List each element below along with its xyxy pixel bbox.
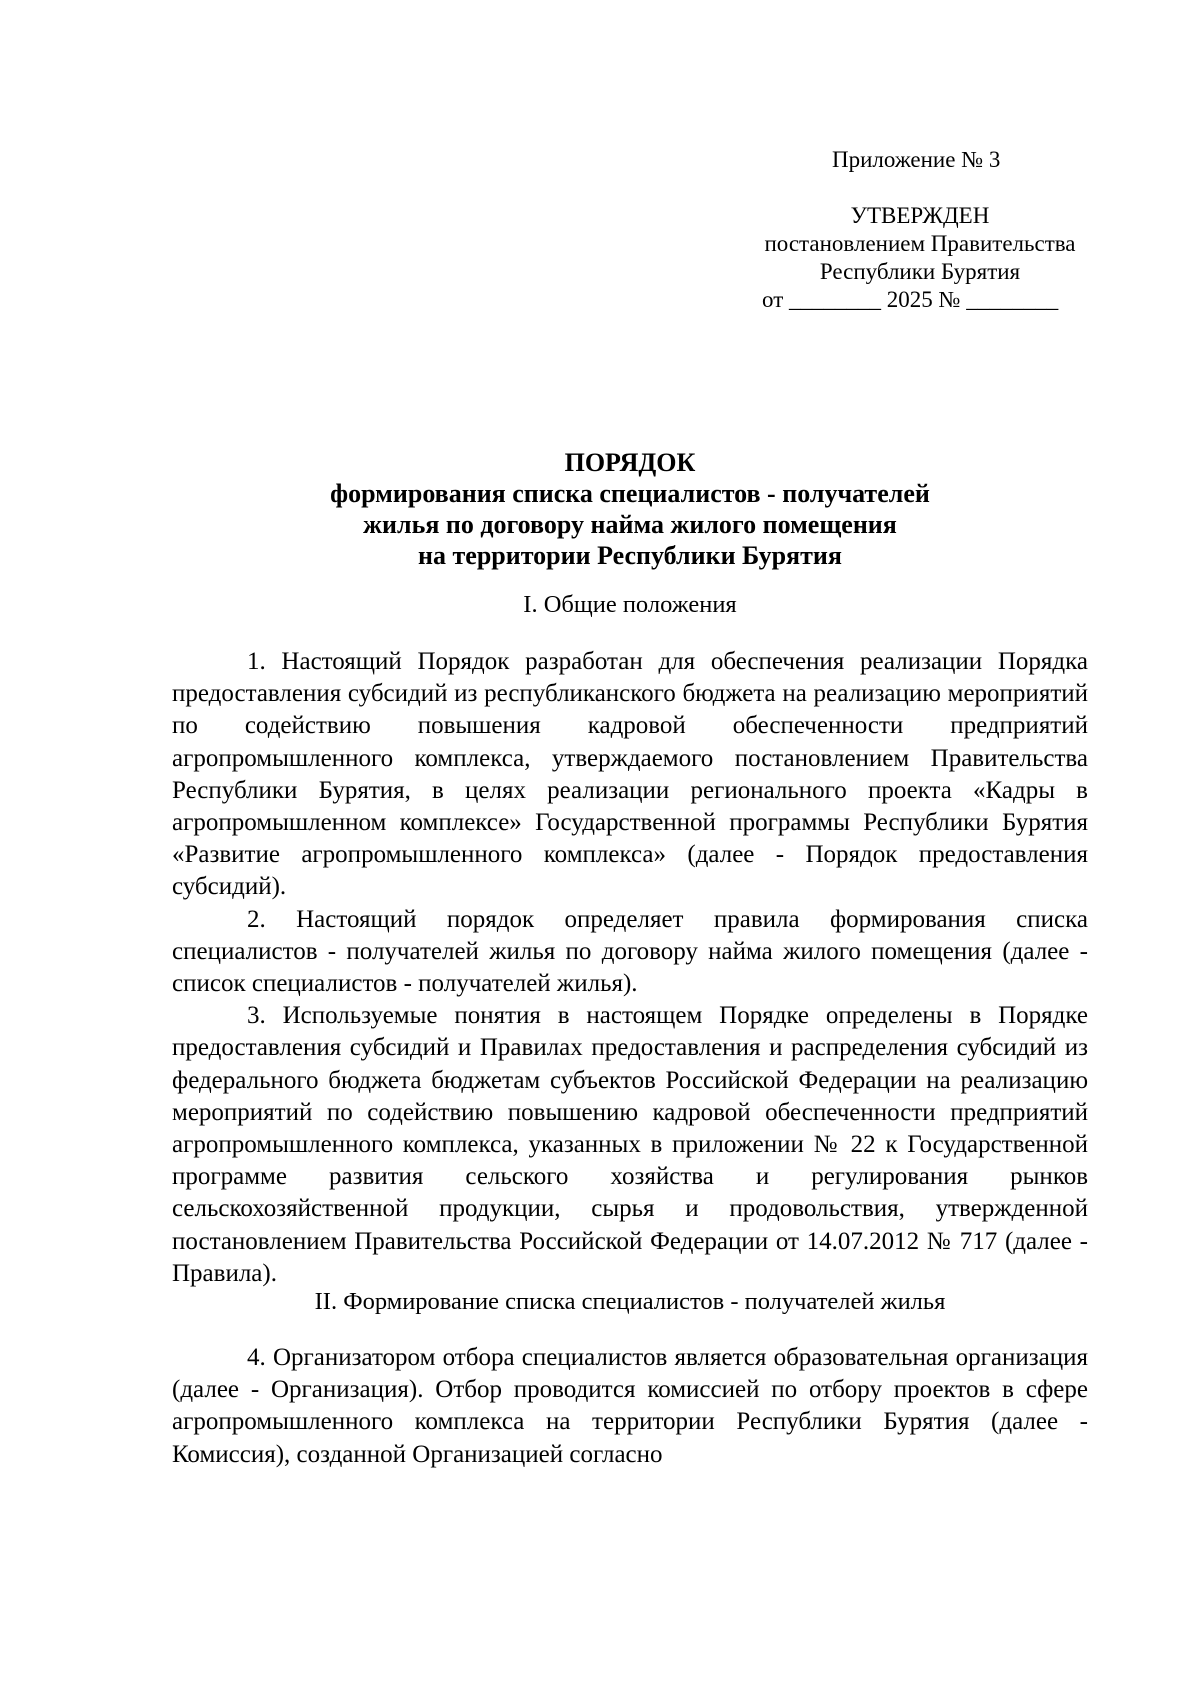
title-line-3: на территории Республики Бурятия	[418, 541, 842, 570]
appendix-label: Приложение № 3	[832, 147, 1001, 172]
section-1-heading: I. Общие положения	[523, 591, 737, 618]
paragraph-3: 3. Используемые понятия в настоящем Порядке определены в Порядке предоставления субсидий и Правилах предоставления и распределения субсидий из федерального бюджета бюджетам субъектов Российской Федерации на реализацию мероприятий по содействию повышению кадровой обеспеченности предприятий агропромышленного комплекса, указанных в приложении № 22 к Государственной программе развития сельского хозяйства и регулирования рынков сельскохозяйственной продукции, сырья и продовольствия, утвержденной постановлением Правительства Российской Федерации от 14.07.2012 № 717 (далее - Правила).	[172, 1002, 1088, 1287]
title-line-1: формирования списка специалистов - получателей	[330, 479, 930, 508]
paragraph-1: 1. Настоящий Порядок разработан для обеспечения реализации Порядка предоставления субсидий из республиканского бюджета на реализацию мероприятий по содействию повышения кадровой обеспеченности предприятий агропромышленного комплекса, утверждаемого постановлением Правительства Республики Бурятия, в целях реализации регионального проекта «Кадры в агропромышленном комплексе» Государственной программы Республики Бурятия «Развитие агропромышленного комплекса» (далее - Порядок предоставления субсидий).	[172, 648, 1088, 901]
title-line-2: жилья по договору найма жилого помещения	[363, 510, 897, 539]
decree-date-line: от ________ 2025 № ________	[762, 287, 1059, 312]
document-title	[170, 447, 1090, 571]
section-2-body	[172, 1342, 1088, 1471]
decree-line-2: Республики Бурятия	[819, 259, 1021, 284]
title-main: ПОРЯДОК	[564, 448, 696, 477]
paragraph-4: 4. Организатором отбора специалистов является образовательная организация (далее - Организация). Отбор проводится комиссией по отбору проектов в сфере агропромышленного комплекса на территории Республики Бурятия (далее - Комиссия), созданной Организацией согласно	[172, 1344, 1088, 1468]
approved-label: УТВЕРЖДЕН	[850, 203, 990, 228]
section-2-heading: II. Формирование списка специалистов - получателей жилья	[314, 1288, 946, 1315]
approval-stamp	[740, 202, 1100, 314]
decree-line-1: постановлением Правительства	[764, 231, 1076, 256]
section-1-body	[172, 646, 1088, 1290]
paragraph-2: 2. Настоящий порядок определяет правила формирования списка специалистов - получателей жилья по договору найма жилого помещения (далее - список специалистов - получателей жилья).	[172, 905, 1088, 998]
